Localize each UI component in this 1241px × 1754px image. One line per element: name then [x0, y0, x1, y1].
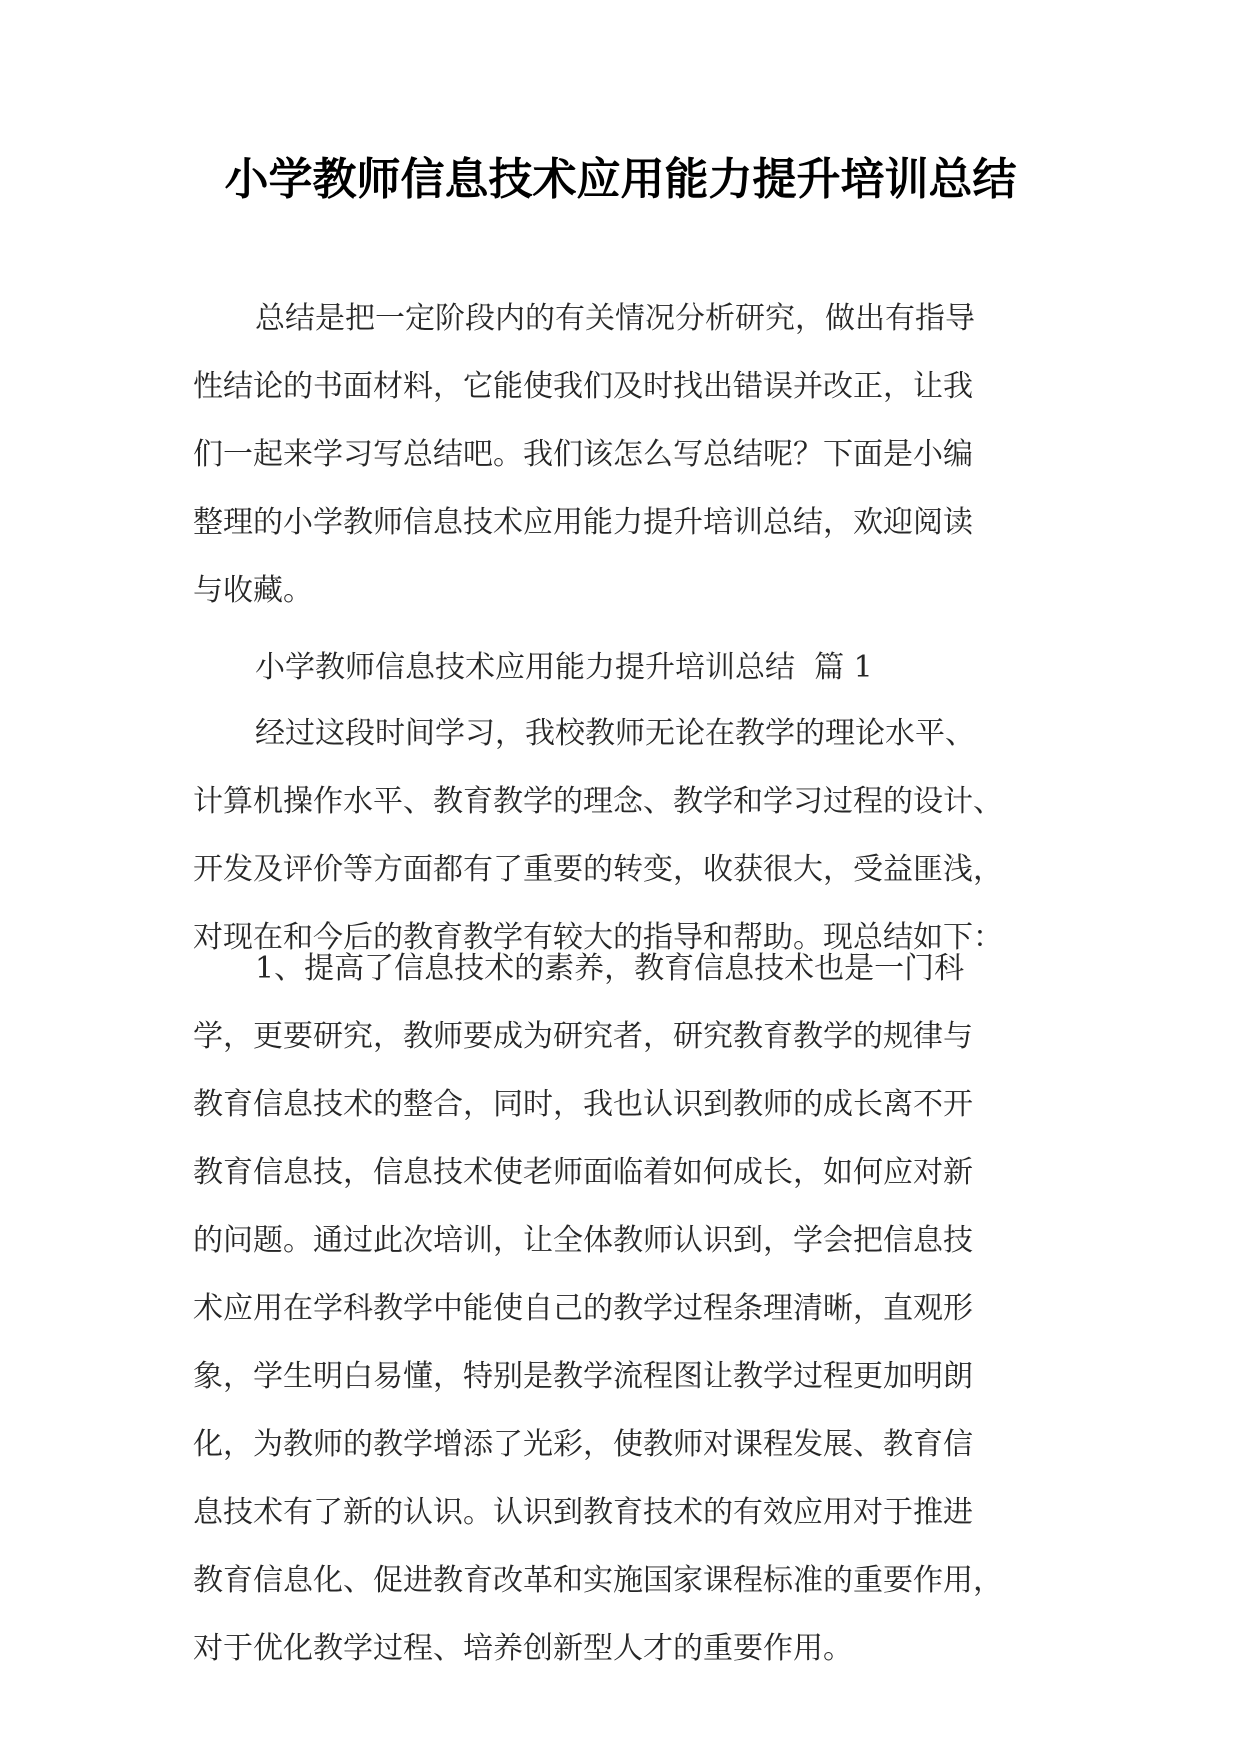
- text-line: 与收藏。: [193, 573, 313, 608]
- text-line: 1、提高了信息技术的素养，教育信息技术也是一门科: [255, 951, 965, 986]
- text-line: 教育信息技，信息技术使老师面临着如何成长，如何应对新: [193, 1155, 973, 1190]
- section-heading: 小学教师信息技术应用能力提升培训总结 篇 1: [255, 650, 873, 685]
- body-paragraph-2: [193, 935, 1053, 1683]
- text-line: 术应用在学科教学中能使自己的教学过程条理清晰，直观形: [193, 1291, 973, 1326]
- text-line: 总结是把一定阶段内的有关情况分析研究，做出有指导: [255, 301, 975, 336]
- text-line: 对现在和今后的教育教学有较大的指导和帮助。现总结如下：: [193, 920, 1003, 955]
- text-line: 性结论的书面材料，它能使我们及时找出错误并改正，让我: [193, 369, 973, 404]
- text-line: 学，更要研究，教师要成为研究者，研究教育教学的规律与: [193, 1019, 973, 1054]
- body-paragraph-1: [193, 700, 1053, 972]
- text-line: 计算机操作水平、教育教学的理念、教学和学习过程的设计、: [193, 784, 1003, 819]
- text-line: 化，为教师的教学增添了光彩，使教师对课程发展、教育信: [193, 1427, 973, 1462]
- text-line: 象，学生明白易懂，特别是教学流程图让教学过程更加明朗: [193, 1359, 973, 1394]
- text-line: 息技术有了新的认识。认识到教育技术的有效应用对于推进: [193, 1495, 973, 1530]
- text-line: 教育信息化、促进教育改革和实施国家课程标准的重要作用，: [193, 1563, 1003, 1598]
- text-line: 对于优化教学过程、培养创新型人才的重要作用。: [193, 1631, 853, 1666]
- text-line: 整理的小学教师信息技术应用能力提升培训总结，欢迎阅读: [193, 505, 973, 540]
- text-line: 教育信息技术的整合，同时，我也认识到教师的成长离不开: [193, 1087, 973, 1122]
- text-line: 的问题。通过此次培训，让全体教师认识到，学会把信息技: [193, 1223, 973, 1258]
- text-line: 们一起来学习写总结吧。我们该怎么写总结呢？下面是小编: [193, 437, 973, 472]
- document-title: 小学教师信息技术应用能力提升培训总结: [224, 154, 1017, 205]
- text-line: 经过这段时间学习，我校教师无论在教学的理论水平、: [255, 716, 975, 751]
- intro-paragraph: [193, 285, 1053, 625]
- text-line: 开发及评价等方面都有了重要的转变，收获很大，受益匪浅，: [193, 852, 1003, 887]
